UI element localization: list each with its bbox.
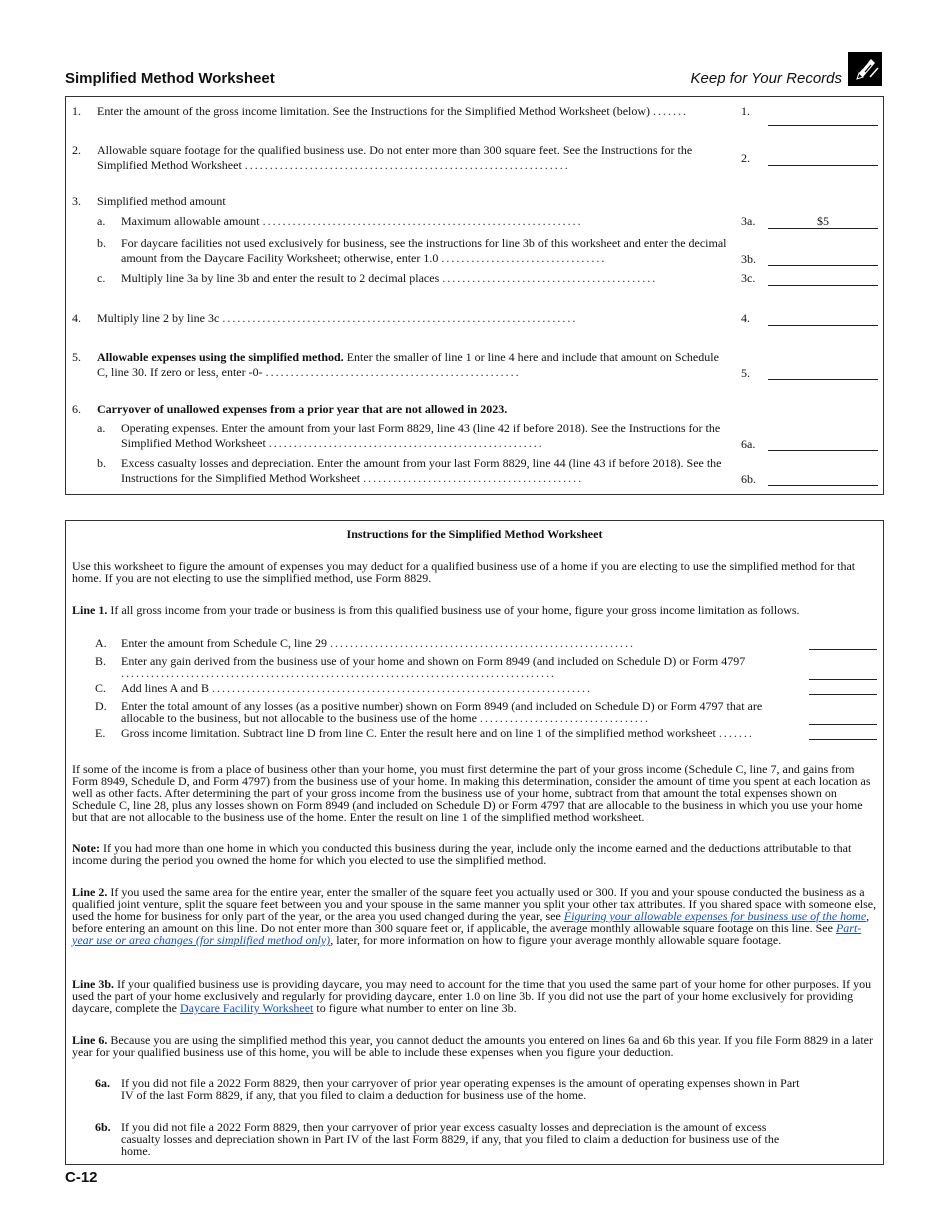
line-number: 6.	[72, 402, 81, 416]
daycare-worksheet-link[interactable]: Daycare Facility Worksheet	[179, 1001, 314, 1015]
line-text: Enter the amount of the gross income limitation. See the Instructions for the Simplified Method Worksheet (below)	[97, 104, 651, 118]
note-label: Note:	[72, 841, 100, 855]
part-year-use-link[interactable]: Part-year use or area changes (for simplified method only)	[72, 921, 862, 947]
line-number: 2.	[72, 143, 81, 157]
line-text: Maximum allowable amount	[121, 214, 260, 228]
item-c-input[interactable]	[809, 682, 877, 695]
item-letter: D.	[95, 699, 107, 713]
line-ref: 3b.	[741, 252, 756, 266]
instructions-box: Instructions for the Simplified Method Worksheet Use this worksheet to figure the amount of expenses you may deduct for a qualified business use of a home if you are electing to use the simplified method for that home. If you are not electing to use the simplified method, use Form 8829. Line 1. If all gross income from your trade or business is from this qualified business use of your home, figure your gross income limitation as follows. A. Enter the amount from Schedule C, line 29 ............................................................. B. Enter any gain derived from the business use of your home and shown on Form 8949 (and included on Schedule D) or Form 4797 ....................................................................................... C. Add lines A and B ............................................................................ D. Enter the total amount of any losses (as a positive number) shown on Form 8949 (and included on Schedule D) or Form 4797 that are allocable to the business, but not allocable to the business use of the home .................................. E. Gross income limitation. Subtract line D from line C. Enter the result here and on line 1 of the simplified method worksheet ....... If some of the income is from a place of business other than your home, you must first determine the part of your gross income (Schedule C, line 7, and gains from Form 8949, Schedule D, and Form 4797) from the business use of your home. In making this determination, consider the amount of time you spent at each location as well as other facts. After determining the part of your gross income from the business use of your home, subtract from that amount the total expenses shown on Schedule C, line 28, plus any losses shown on Form 8949 (and included on Schedule D) or Form 4797 that are allocable to the business in which you use your home but that are not allocable to the business use of the home. Enter the result on line 1 of the simplified method worksheet. Note: If you had more than one home in which you conducted this business during the year, include only the income earned and the deductions attributable to that income during the period you owned the home for which you elected to use the simplified method. Line 2. If you used the same area for the entire year, enter the smaller of the square feet you actually used or 300. If you and your spouse conducted the business as a qualified joint venture, split the square feet between you and your spouse in the same manner you split your other tax attributes. If you shared space with someone else, used the home for business for only part of the year, or the area you used changed during the year, see Figuring your allowable expenses for business use of the home, before entering an amount on this line. Do not enter more than 300 square feet or, if applicable, the average monthly allowable square footage on this line. See Part-year use or area changes (for simplified method only), later, for more information on how to figure your average monthly allowable square footage. Line 3b. If your qualified business use is providing daycare, you may need to account for the time that you used the same part of your home for other purposes. If you used the part of your home exclusively and regularly for providing daycare, enter 1.0 on line 3b. If you did not use the part of your home exclusively for providing daycare, complete the Daycare Facility Worksheet to figure what number to enter on line 3b. Line 6. Because you are using the simplified method this year, you cannot deduct the amounts you entered on lines 6a and 6b this year. If you file Form 8829 in a later year for your qualified business use of this home, you will be able to include these expenses when you figure your deduction. 6a. If you did not file a 2022 Form 8829, then your carryover of prior year operating expenses is the amount of operating expenses shown in Part IV of the last Form 8829, if any, that you filed to claim a deduction for business use of the home. 6b. If you did not file a 2022 Form 8829, then your carryover of prior year excess casualty losses and depreciation is the amount of excess casualty losses and depreciation shown in Part IV of the last Form 8829, if any, that you filed to claim a deduction for business use of the home.	[65, 520, 884, 1165]
line6-paragraph	[72, 1034, 877, 1058]
line2-text-continued: , before entering an amount on this line. Do not enter more than 300 square feet or, if applicable, the average monthly allowable square footage on this line. See	[72, 909, 870, 935]
pencil-icon	[848, 52, 882, 86]
line2-label: Line 2.	[72, 885, 108, 899]
line1-text: If all gross income from your trade or business is from this qualified business use of your home, figure your gross income limitation as follows.	[107, 603, 800, 617]
line-ref: 3a.	[741, 214, 756, 228]
sub-letter: 6b.	[95, 1120, 111, 1134]
line-number: 4.	[72, 311, 81, 325]
item-e-input[interactable]	[809, 727, 877, 740]
page-number: C-12	[65, 1169, 98, 1186]
line-ref: 4.	[741, 311, 750, 325]
line-letter: c.	[97, 271, 106, 285]
figuring-expenses-link[interactable]: Figuring your allowable expenses for business use of the home	[563, 909, 867, 923]
line-4-input[interactable]	[768, 311, 878, 326]
line-text: Allowable square footage for the qualified business use. Do not enter more than 300 square feet. See the Instructions for the Simplified Method Worksheet	[97, 143, 693, 172]
line-text: Multiply line 3a by line 3b and enter the result to 2 decimal places	[121, 271, 440, 285]
line-text: Carryover of unallowed expenses from a prior year that are not allowed in 2023.	[97, 402, 508, 416]
line-ref: 2.	[741, 151, 750, 165]
note-paragraph	[72, 842, 877, 866]
item-text: Gross income limitation. Subtract line D from line C. Enter the result here and on line 1 of the simplified method worksheet	[121, 726, 716, 740]
item-d-input[interactable]	[809, 712, 877, 725]
line-6b-input[interactable]	[768, 471, 878, 486]
keep-records-label: Keep for Your Records	[690, 70, 842, 87]
line3b-text-end: to figure what number to enter on line 3b.	[313, 1001, 517, 1015]
instructions-intro: Use this worksheet to figure the amount of expenses you may deduct for a qualified business use of a home if you are electing to use the simplified method for that home. If you are not electing to use the simplified method, use Form 8829.	[72, 559, 856, 585]
line-5-input[interactable]	[768, 365, 878, 380]
line-6a-input[interactable]	[768, 436, 878, 451]
line-ref: 1.	[741, 104, 750, 118]
item-text: Enter the amount from Schedule C, line 29	[121, 636, 327, 650]
note-text: If you had more than one home in which you conducted this business during the year, include only the income earned and the deductions attributable to that income during the period you owned the home for which you elected to use the simplified method.	[72, 841, 852, 867]
line-ref: 5.	[741, 366, 750, 380]
line-ref: 6b.	[741, 472, 756, 486]
line-3a-value: $5	[768, 214, 878, 229]
line3b-paragraph	[72, 978, 877, 1014]
item-letter: A.	[95, 636, 107, 650]
line-3c-input[interactable]	[768, 271, 878, 286]
other-income-paragraph: If some of the income is from a place of business other than your home, you must first determine the part of your gross income (Schedule C, line 7, and gains from Form 8949, Schedule D, and Form 4797) from the business use of your home. In making this determination, consider the amount of time you spent at each location as well as other facts. After determining the part of your gross income from the business use of your home, subtract from that amount the total expenses shown on Schedule C, line 28, plus any losses shown on Form 8949 (and included on Schedule D) or Form 4797 that are allocable to the business in which you use your home but that are not allocable to the business use of the home. Enter the result on line 1 of the simplified method worksheet.	[72, 762, 871, 824]
line-letter: b.	[97, 236, 106, 250]
line-number: 1.	[72, 104, 81, 118]
line-1-input[interactable]	[768, 111, 878, 126]
line-text: Enter the smaller of line 1 or line 4 here and include that amount on Schedule C, line 30. If zero or less, enter -0-	[97, 350, 719, 379]
line-text: Simplified method amount	[97, 194, 226, 208]
page-title: Simplified Method Worksheet	[65, 70, 275, 87]
line-number: 5.	[72, 350, 81, 364]
line-bold-text: Allowable expenses using the simplified method.	[97, 350, 344, 364]
line-text: Operating expenses. Enter the amount from your last Form 8829, line 43 (line 42 if before 2018). See the Instructions for the Simplified Method Worksheet	[121, 421, 721, 450]
item-letter: B.	[95, 654, 107, 668]
line-letter: b.	[97, 456, 106, 470]
item-text: Add lines A and B	[121, 681, 210, 695]
item-text: Enter the total amount of any losses (as a positive number) shown on Form 8949 (and included on Schedule D) or Form 4797 that are allocable to the business, but not allocable to the business use of the home	[121, 699, 763, 725]
line2-paragraph	[72, 886, 877, 946]
line-2-input[interactable]	[768, 151, 878, 166]
item-letter: E.	[95, 726, 106, 740]
line-letter: a.	[97, 421, 106, 435]
line-ref: 6a.	[741, 437, 756, 451]
sub-letter: 6a.	[95, 1076, 110, 1090]
line3b-text: If your qualified business use is providing daycare, you may need to account for the time that you used the same part of your home for other purposes. If you used the part of your home exclusively and regularly for providing daycare, enter 1.0 on line 3b. If you did not use the part of your home exclusively for providing daycare, complete the	[72, 977, 872, 1015]
line2-text-end: , later, for more information on how to figure your average monthly allowable square footage.	[330, 933, 782, 947]
line-text: Excess casualty losses and depreciation. Enter the amount from your last Form 8829, line 44 (line 43 if before 2018). See the Instructions for the Simplified Method Worksheet	[121, 456, 722, 485]
line6-label: Line 6.	[72, 1033, 108, 1047]
sub-text: If you did not file a 2022 Form 8829, then your carryover of prior year operating expenses is the amount of operating expenses shown in Part IV of the last Form 8829, if any, that you filed to claim a deduction for business use of the home.	[121, 1076, 800, 1102]
line-number: 3.	[72, 194, 81, 208]
line-letter: a.	[97, 214, 106, 228]
line-3b-input[interactable]	[768, 251, 878, 266]
item-text: Enter any gain derived from the business use of your home and shown on Form 8949 (and included on Schedule D) or Form 4797	[121, 654, 746, 668]
line1-paragraph	[72, 604, 877, 616]
line3b-label: Line 3b.	[72, 977, 115, 991]
instructions-title: Instructions for the Simplified Method Worksheet	[346, 527, 603, 541]
line2-text: If you used the same area for the entire year, enter the smaller of the square feet you actually used or 300. If you and your spouse conducted the business as a qualified joint venture, split the square feet between you and your spouse in the same manner you split your other tax attributes. If you shared space with someone else, used the home for business for only part of the year, or the area you used changed during the year, see	[72, 885, 877, 923]
item-letter: C.	[95, 681, 107, 695]
line1-label: Line 1.	[72, 603, 108, 617]
item-b-input[interactable]	[809, 667, 877, 680]
item-a-input[interactable]	[809, 637, 877, 650]
line6-text: Because you are using the simplified method this year, you cannot deduct the amounts you entered on lines 6a and 6b this year. If you file Form 8829 in a later year for your qualified business use of this home, you will be able to include these expenses when you figure your deduction.	[72, 1033, 874, 1059]
line-ref: 3c.	[741, 271, 756, 285]
line-text: For daycare facilities not used exclusively for business, see the instructions for line 3b of this worksheet and enter the decimal amount from the Daycare Facility Worksheet; otherwise, enter 1.0	[121, 236, 727, 265]
line-text: Multiply line 2 by line 3c	[97, 311, 220, 325]
worksheet-box: 1. Enter the amount of the gross income limitation. See the Instructions for the Simplified Method Worksheet (below) ....... 1. 2. Allowable square footage for the qualified business use. Do not enter more than 300 square feet. See the Instructions for the Simplified Method Worksheet ................................................................. 2. 3. Simplified method amount a. Maximum allowable amount ................................................................ 3a. $5 b. For daycare facilities not used exclusively for business, see the instructions for line 3b of this worksheet and enter the decimal amount from the Daycare Facility Worksheet; otherwise, enter 1.0 ................................. 3b. c. Multiply line 3a by line 3b and enter the result to 2 decimal places ........................................... 3c. 4. Multiply line 2 by line 3c ....................................................................... 4. 5. Allowable expenses using the simplified method. Enter the smaller of line 1 or line 4 here and include that amount on Schedule C, line 30. If zero or less, enter -0- ................................................... 5. 6. Carryover of unallowed expenses from a prior year that are not allowed in 2023. a. Operating expenses. Enter the amount from your last Form 8829, line 43 (line 42 if before 2018). See the Instructions for the Simplified Method Worksheet ....................................................... 6a. b. Excess casualty losses and depreciation. Enter the amount from your last Form 8829, line 44 (line 43 if before 2018). See the Instructions for the Simplified Method Worksheet ............................................ 6b.	[65, 96, 884, 495]
sub-text: If you did not file a 2022 Form 8829, then your carryover of prior year excess casualty losses and depreciation is the amount of excess casualty losses and depreciation shown in Part IV of the last Form 8829, if any, that you filed to claim a deduction for business use of the home.	[121, 1120, 780, 1158]
